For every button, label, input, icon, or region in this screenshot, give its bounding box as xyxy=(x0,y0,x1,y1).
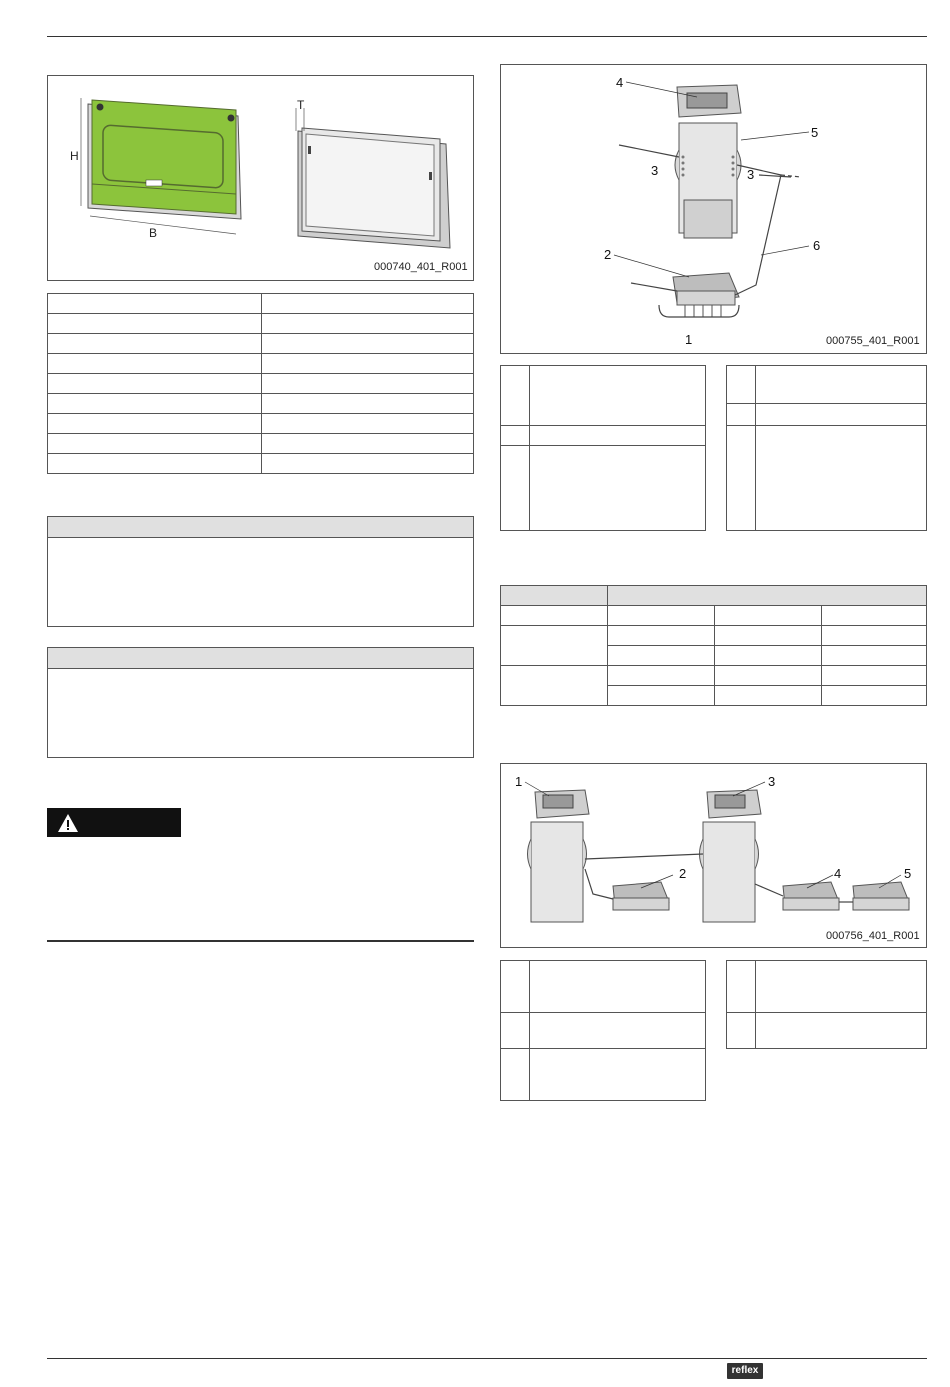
note-box-1 xyxy=(47,516,474,627)
dimension-label-h: H xyxy=(70,149,79,163)
figure-multi-controller-diagram xyxy=(500,763,927,948)
legend-table-left xyxy=(500,365,706,531)
callout-3: 3 xyxy=(768,774,776,789)
dimension-label-b: B xyxy=(149,226,158,240)
warning-label xyxy=(47,808,181,837)
callout-5: 5 xyxy=(811,125,819,140)
figure-code: 000756_401_R001 xyxy=(826,930,920,942)
reflex-logo xyxy=(727,1363,763,1379)
callout-5: 5 xyxy=(904,866,912,881)
warning-triangle-icon xyxy=(57,813,79,833)
logo-text: reflex xyxy=(731,1365,759,1376)
controller-unit-illustration xyxy=(675,85,741,238)
figure-code: 000740_401_R001 xyxy=(374,261,468,273)
wiring-diagram-drawing xyxy=(501,65,926,353)
bus-module-5-illustration xyxy=(853,882,909,910)
callout-1: 1 xyxy=(685,332,693,347)
callout-4: 4 xyxy=(616,75,624,90)
callout-3-left: 3 xyxy=(651,163,659,178)
figure-code: 000755_401_R001 xyxy=(826,335,920,347)
device-dimensions-drawing xyxy=(48,76,473,280)
controller-3-illustration xyxy=(700,790,762,922)
callout-2: 2 xyxy=(604,247,612,262)
callout-3-right: 3 xyxy=(747,167,755,182)
bus-module-illustration xyxy=(673,273,739,317)
note-box-2 xyxy=(47,647,474,758)
legend-table-right xyxy=(726,365,927,531)
bus-module-2-illustration xyxy=(613,882,669,910)
gray-controller-illustration xyxy=(296,108,450,248)
legend-table-right-2 xyxy=(726,960,927,1049)
callout-4: 4 xyxy=(834,866,842,881)
section-rule xyxy=(47,940,474,942)
note-box-2-header xyxy=(48,648,473,669)
note-box-1-header xyxy=(48,517,473,538)
callout-2: 2 xyxy=(679,866,687,881)
top-rule xyxy=(47,36,927,37)
data-table xyxy=(500,585,927,706)
controller-1-illustration xyxy=(528,790,590,922)
footer-rule xyxy=(47,1358,927,1359)
figure-wiring-diagram xyxy=(500,64,927,354)
callout-1: 1 xyxy=(515,774,523,789)
dimension-label-t: T xyxy=(297,98,305,112)
legend-table-left-2 xyxy=(500,960,706,1101)
figure-device-dimensions xyxy=(47,75,474,281)
green-controller-illustration xyxy=(88,100,241,219)
multi-controller-drawing xyxy=(501,764,926,947)
callout-6: 6 xyxy=(813,238,821,253)
spec-table xyxy=(47,293,474,474)
